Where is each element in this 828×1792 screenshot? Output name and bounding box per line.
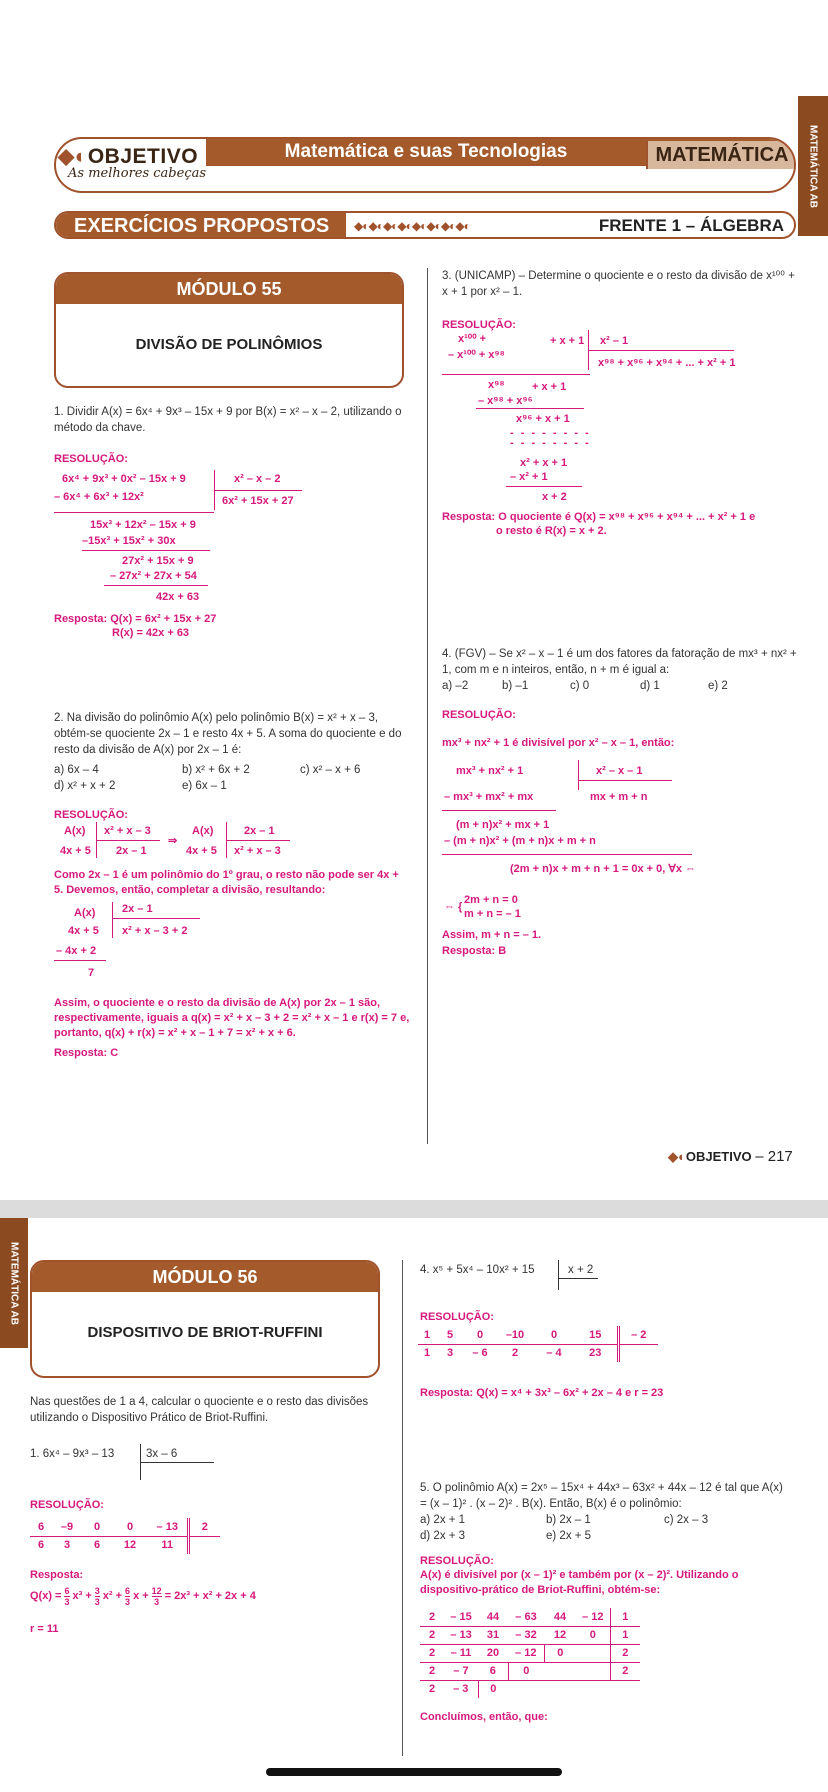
section-bar <box>54 211 796 239</box>
q1-line: – 27x² + 27x + 54 <box>110 570 197 582</box>
option: a) –2 <box>442 680 469 692</box>
header-title: Matemática e suas Tecnologias <box>284 141 568 162</box>
side-tab: MATEMÁTICA AB <box>798 96 828 236</box>
objetivo-logo: ◆◐OBJETIVO As melhores cabeças <box>58 145 207 181</box>
q4-system: m + n = – 1 <box>464 908 521 920</box>
q2-expr: A(x) <box>74 907 96 919</box>
q3-line: – x² + 1 <box>510 471 548 483</box>
q2-expr: 7 <box>88 967 95 979</box>
resolucao-label: RESOLUÇÃO: <box>442 709 516 721</box>
resolucao-label: RESOLUÇÃO: <box>442 319 516 331</box>
q1-line: –15x³ + 15x² + 30x <box>82 535 176 547</box>
arrow-icon: ⇒ <box>168 835 178 847</box>
q3-line: – x¹⁰⁰ + x⁹⁸ <box>448 349 505 361</box>
q2-expr: x² + x – 3 <box>104 825 151 837</box>
section-label: EXERCÍCIOS PROPOSTOS <box>56 213 346 239</box>
briot-ruffini-table-1: 6 –9 0 0 – 13 2 6 3 6 12 11 <box>30 1518 220 1554</box>
q2-answer: Resposta: C <box>54 1047 119 1059</box>
q3-line: x² + x + 1 <box>520 457 568 469</box>
page-separator <box>0 1200 828 1218</box>
q2-expr: 4x + 5 <box>68 925 99 937</box>
subject-label: MATEMÁTICA <box>646 141 796 169</box>
resolucao-label: RESOLUÇÃO: <box>420 1555 494 1567</box>
decorative-dots-icon: ◆◐◆◐◆◐◆◐◆◐◆◐◆◐◆◐ <box>354 219 470 233</box>
q1-divisor: x² – x – 2 <box>234 473 281 485</box>
q4-line: (m + n)x² + mx + 1 <box>456 819 550 831</box>
page-218 <box>0 1218 828 1792</box>
q3-line: x⁹⁸ <box>488 379 505 391</box>
briot-ruffini-table-5: 2 – 15 44 – 63 44 – 12 1 2 – 13 31 – 32 12 0 1 2 – 11 20 – 12 0 2 2 – 7 6 0 2 2 – 3 0 <box>420 1608 640 1698</box>
option: d) 2x + 3 <box>420 1530 466 1542</box>
q5-conclusion: Concluímos, então, que: <box>420 1711 548 1723</box>
q2-expr: 2x – 1 <box>244 825 275 837</box>
q1-line: 15x³ + 12x² – 15x + 9 <box>90 519 196 531</box>
q1-quotient: 6x² + 15x + 27 <box>222 495 294 507</box>
option: e) 2 <box>708 680 728 692</box>
question-1: 1. Dividir A(x) = 6x⁴ + 9x³ – 15x + 9 por B(x) = x² – x – 2, utilizando o método da chave. <box>54 406 402 434</box>
divisor: 3x – 6 <box>146 1448 178 1460</box>
q4-answer: Resposta: Q(x) = x⁴ + 3x³ – 6x² + 2x – 4 e r = 23 <box>420 1387 664 1399</box>
q4-system: 2m + n = 0 <box>464 894 518 906</box>
q4-line: mx³ + nx² + 1 é divisível por x² – x – 1, então: <box>442 737 675 749</box>
q2-expr: 4x + 5 <box>60 845 91 857</box>
q3-line: x⁹⁶ + x + 1 <box>516 413 570 425</box>
q4-line: (2m + n)x + m + n + 1 = 0x + 0, ∀x ⇔ <box>510 863 697 875</box>
option: c) 0 <box>570 680 590 692</box>
q3-line: + x + 1 <box>550 335 585 347</box>
q1-line: 42x + 63 <box>156 591 200 603</box>
q2-expr: – 4x + 2 <box>56 945 97 957</box>
page-footer: ◆◐OBJETIVO – 217 <box>668 1148 793 1165</box>
briot-ruffini-table-4: 1 5 0 –10 0 15 – 2 1 3 – 6 2 – 4 23 <box>418 1326 658 1362</box>
q1-quotient: Q(x) = $\frac{6}{3}$ x³ + $\frac{3}{3}$ x² + $\frac{6}{3}$ x + $\frac{12}{3}$ = 2x³ + x² + 2x + 4 <box>30 1586 256 1607</box>
q3-answer: Resposta: O quociente é Q(x) = x⁹⁸ + x⁹⁶ + x⁹⁴ + ... + x² + 1 e <box>442 511 756 523</box>
module-56-box <box>30 1260 380 1378</box>
option: b) –1 <box>502 680 529 692</box>
option: b) 2x – 1 <box>546 1514 591 1526</box>
q4-conclusion: Assim, m + n = – 1. <box>442 929 542 941</box>
question-2: 2. Na divisão do polinômio A(x) pelo polinômio B(x) = x² + x – 3, obtém-se quociente 2x – 1 e resto 4x + 5. A soma do quociente e do resto da divisão de A(x) por 2x – 1 é: <box>54 712 402 756</box>
q4-line: – (m + n)x² + (m + n)x + m + n <box>444 835 596 847</box>
q1-answer: Resposta: Q(x) = 6x² + 15x + 27 <box>54 613 217 625</box>
q3-divisor: x² – 1 <box>600 335 629 347</box>
q4-divisor: x² – x – 1 <box>596 765 643 777</box>
resolucao-label: RESOLUÇÃO: <box>54 809 128 821</box>
intro-text: Nas questões de 1 a 4, calcular o quociente e o resto das divisões utilizando o Dispositivo Prático de Briot-Ruffini. <box>30 1396 369 1424</box>
q4-line: mx³ + nx² + 1 <box>456 765 524 777</box>
resolucao-label: RESOLUÇÃO: <box>54 453 128 465</box>
q2-expr: x² + x – 3 + 2 <box>122 925 188 937</box>
q1-line: 6x⁴ + 9x³ + 0x² – 15x + 9 <box>62 473 186 485</box>
option: d) 1 <box>640 680 660 692</box>
module-title: MÓDULO 56 <box>32 1262 378 1292</box>
question-4: 4. (FGV) – Se x² – x – 1 é um dos fatores da fatoração de mx³ + nx² + 1, com m e n inteiros, então, n + m é igual a: <box>442 648 797 676</box>
q5-resolution: A(x) é divisível por (x – 1)² e também por (x – 2)². Utilizando o dispositivo-prático de Briot-Ruffini, obtém-se: <box>420 1569 739 1596</box>
option: c) 2x – 3 <box>664 1514 709 1526</box>
q2-expr: 2x – 1 <box>116 845 147 857</box>
module-subtitle: DIVISÃO DE POLINÔMIOS <box>135 336 323 353</box>
q1-answer: R(x) = 42x + 63 <box>112 627 190 639</box>
q1-remainder: r = 11 <box>30 1623 59 1635</box>
q2-expr: 4x + 5 <box>186 845 217 857</box>
option: a) 6x – 4 <box>54 764 99 776</box>
module-subtitle: DISPOSITIVO DE BRIOT-RUFFINI <box>87 1324 323 1341</box>
q1-line: – 6x⁴ + 6x³ + 12x² <box>54 491 144 503</box>
frente-label: FRENTE 1 – ÁLGEBRA <box>598 216 784 235</box>
q1-line: 27x² + 15x + 9 <box>122 555 194 567</box>
q1-answer-label: Resposta: <box>30 1569 84 1581</box>
resolucao-label: RESOLUÇÃO: <box>30 1499 104 1511</box>
question-3: 3. (UNICAMP) – Determine o quociente e o resto da divisão de x¹⁰⁰ + x + 1 por x² – 1. <box>442 270 795 298</box>
option: e) 2x + 5 <box>546 1530 592 1542</box>
page-217: MATEMÁTICA AB Matemática e suas Tecnologias MATEMÁTICA ◆◐OBJETIVO As melhores cabeças EXERCÍCIOS PROPOSTOS ◆◐◆◐◆◐◆◐◆◐◆◐◆◐◆◐ FRENTE 1 – ÁLGEBRA MÓDULO 55 DIVISÃO DE POLINÔMIOS 1. Dividir A(x) = 6x⁴ + 9x³ – 15x + 9 por B(x) = x² – x – 2, utilizando o método da chave. RESOLUÇÃO: 6x⁴ + 9x³ + 0x² – 15x + 9 x² – x – 2 – 6x⁴ + 6x³ + 12x² 6x² + 15x + 27 15x³ + 12x² – 15x + 9 –15x³ + 15x² + 30x 27x² + 15x + 9 – 27x² + 27x + 54 42x + 63 Resposta: Q(x) = 6x² + 15x + 27 R(x) = 42x + 63 2. Na divisão do polinômio A(x) pelo polinômio B(x) = x² + x – 3, obtém-se quociente 2x – 1 e resto 4x + 5. A soma do quociente e do resto da divisão de A(x) por 2x – 1 é: a) 6x – 4 b) x² + 6x + 2 c) x² – x + 6 d) x² + x + 2 e) 6x – 1 RESOLUÇÃO: A(x) x² + x – 3 4x + 5 2x – 1 ⇒ A(x) 2x – 1 4x + 5 x² + x – 3 Como 2x – 1 é um polinômio do 1º grau, o resto não pode ser 4x + 5. Devemos, então, completar a divisão, resultando: A(x) 2x – 1 4x + 5 x² + x – 3 + 2 – 4x + 2 7 Assim, o quociente e o resto da divisão de A(x) por 2x – 1 são, respectivamente, iguais a q(x) = x² + x – 3 + 2 = x² + x – 1 e r(x) = 7 e, portanto, q(x) + r(x) = x² + x – 1 + 7 = x² + x + 6. Resposta: C 3. (UNICAMP) – Determine o quociente e o resto da divisão de x¹⁰⁰ + x + 1 por x² – 1. RESOLUÇÃO: x¹⁰⁰ + + x + 1 x² – 1 – x¹⁰⁰ + x⁹⁸ x⁹⁸ + x⁹⁶ + x⁹⁴ + ... + x² + 1 x⁹⁸ + x + 1 – x⁹⁸ + x⁹⁶ x⁹⁶ + x + 1 - - - - - - - - - - - - - - - - x² + x + 1 – x² + 1 x + 2 Resposta: O quociente é Q(x) = x⁹⁸ + x⁹⁶ + x⁹⁴ + ... + x² + 1 e o resto é R(x) = x + 2. 4. (FGV) – Se x² – x – 1 é um dos fatores da fatoração de mx³ + nx² + 1, com m e n inteiros, então, n + m é igual a: a) –2 b) –1 c) 0 d) 1 e) 2 RESOLUÇÃO: mx³ + nx² + 1 é divisível por x² – x – 1, então: mx³ + nx² + 1 x² – x – 1 – mx³ + mx² + mx mx + m + n (m + n)x² + mx + 1 – (m + n)x² + (m + n)x + m + n (2m + n)x + m + n + 1 = 0x + 0, ∀x ⇔ ⇔ { 2m + n = 0 m + n = – 1 Assim, m + n = – 1. Resposta: B ◆◐OBJETIVO – 217 <box>0 0 828 1200</box>
q2-conclusion: Assim, o quociente e o resto da divisão de A(x) por 2x – 1 são, respectivamente, iguais a q(x) = x² + x – 3 + 2 = x² + x – 1 e r(x) = 7 e, portanto, q(x) + r(x) = x² + x – 1 + 7 = x² + x + 6. <box>54 997 410 1039</box>
q3-line: x + 2 <box>542 491 567 503</box>
resolucao-label: RESOLUÇÃO: <box>420 1311 494 1323</box>
q3-answer: o resto é R(x) = x + 2. <box>496 525 607 537</box>
module-title: MÓDULO 55 <box>56 274 402 304</box>
q2-expr: x² + x – 3 <box>234 845 281 857</box>
q4-line: – mx³ + mx² + mx <box>444 791 534 803</box>
side-tab: MATEMÁTICA AB <box>0 1218 28 1348</box>
q4-quotient: mx + m + n <box>590 791 648 803</box>
option: d) x² + x + 2 <box>54 780 116 792</box>
q2-expr: A(x) <box>192 825 214 837</box>
q3-line: – x⁹⁸ + x⁹⁶ <box>478 395 533 407</box>
q3-line: x¹⁰⁰ + <box>458 333 487 345</box>
option: b) x² + 6x + 2 <box>182 764 250 776</box>
module-55-box <box>54 272 404 388</box>
home-indicator[interactable] <box>266 1768 562 1776</box>
divisor: x + 2 <box>568 1264 594 1276</box>
option: e) 6x – 1 <box>182 780 227 792</box>
q2-note: Como 2x – 1 é um polinômio do 1º grau, o resto não pode ser 4x + 5. Devemos, então, completar a divisão, resultando: <box>54 869 399 896</box>
question-5: 5. O polinômio A(x) = 2x⁵ – 15x⁴ + 44x³ – 63x² + 44x – 12 é tal que A(x) = (x – 1)² . (x – 2)² . B(x). Então, B(x) é o polinômio: <box>420 1482 783 1510</box>
question-1: 1. 6x⁴ – 9x³ – 13 <box>30 1448 115 1460</box>
q3-quotient: x⁹⁸ + x⁹⁶ + x⁹⁴ + ... + x² + 1 <box>598 357 736 369</box>
q3-line: + x + 1 <box>532 381 567 393</box>
q2-expr: A(x) <box>64 825 86 837</box>
option: a) 2x + 1 <box>420 1514 466 1526</box>
question-4: 4. x⁵ + 5x⁴ – 10x² + 15 <box>420 1264 535 1276</box>
option: c) x² – x + 6 <box>300 764 361 776</box>
q4-answer: Resposta: B <box>442 945 507 957</box>
q2-expr: 2x – 1 <box>122 903 153 915</box>
